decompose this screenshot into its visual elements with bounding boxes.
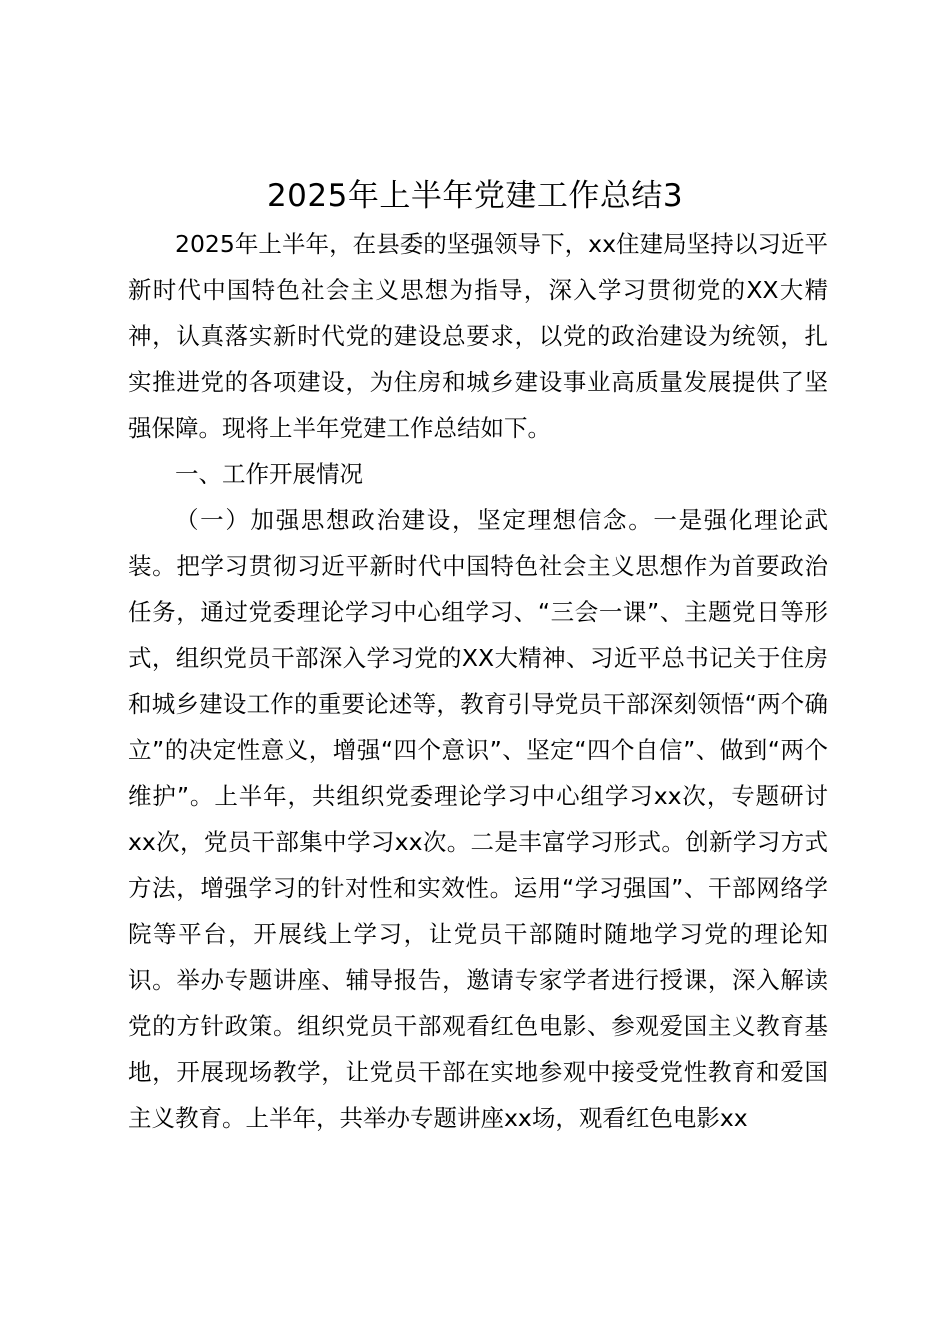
document-title: 2025年上半年党建工作总结3 xyxy=(266,178,684,214)
section-heading: 一、工作开展情况 xyxy=(175,460,363,488)
intro-paragraph: 2025年上半年，在县委的坚强领导下，xx住建局坚持以习近平新时代中国特色社会主义思想为指导，深入学习贯彻党的XX大精神，认真落实新时代党的建设总要求，以党的政治建设为统领，扎实推进党的各项建设，为住房和城乡建设事业高质量发展提供了坚强保障。现将上半年党建工作总结如下。 xyxy=(128,230,828,442)
body-paragraph: （一）加强思想政治建设，坚定理想信念。一是强化理论武装。把学习贯彻习近平新时代中国特色社会主义思想作为首要政治任务，通过党委理论学习中心组学习、“三会一课”、主题党日等形式，组织党员干部深入学习党的XX大精神、习近平总书记关于住房和城乡建设工作的重要论述等，教育引导党员干部深刻领悟“两个确立”的决定性意义，增强“四个意识”、坚定“四个自信”、做到“两个维护”。上半年，共组织党委理论学习中心组学习xx次，专题研讨xx次，党员干部集中学习xx次。二是丰富学习形式。创新学习方式方法，增强学习的针对性和实效性。运用“学习强国”、干部网络学院等平台，开展线上学习，让党员干部随时随地学习党的理论知识。举办专题讲座、辅导报告，邀请专家学者进行授课，深入解读党的方针政策。组织党员干部观看红色电影、参观爱国主义教育基地，开展现场教学，让党员干部在实地参观中接受党性教育和爱国主义教育。上半年，共举办专题讲座xx场，观看红色电影xx xyxy=(128,506,828,1132)
document-body xyxy=(128,221,828,1141)
